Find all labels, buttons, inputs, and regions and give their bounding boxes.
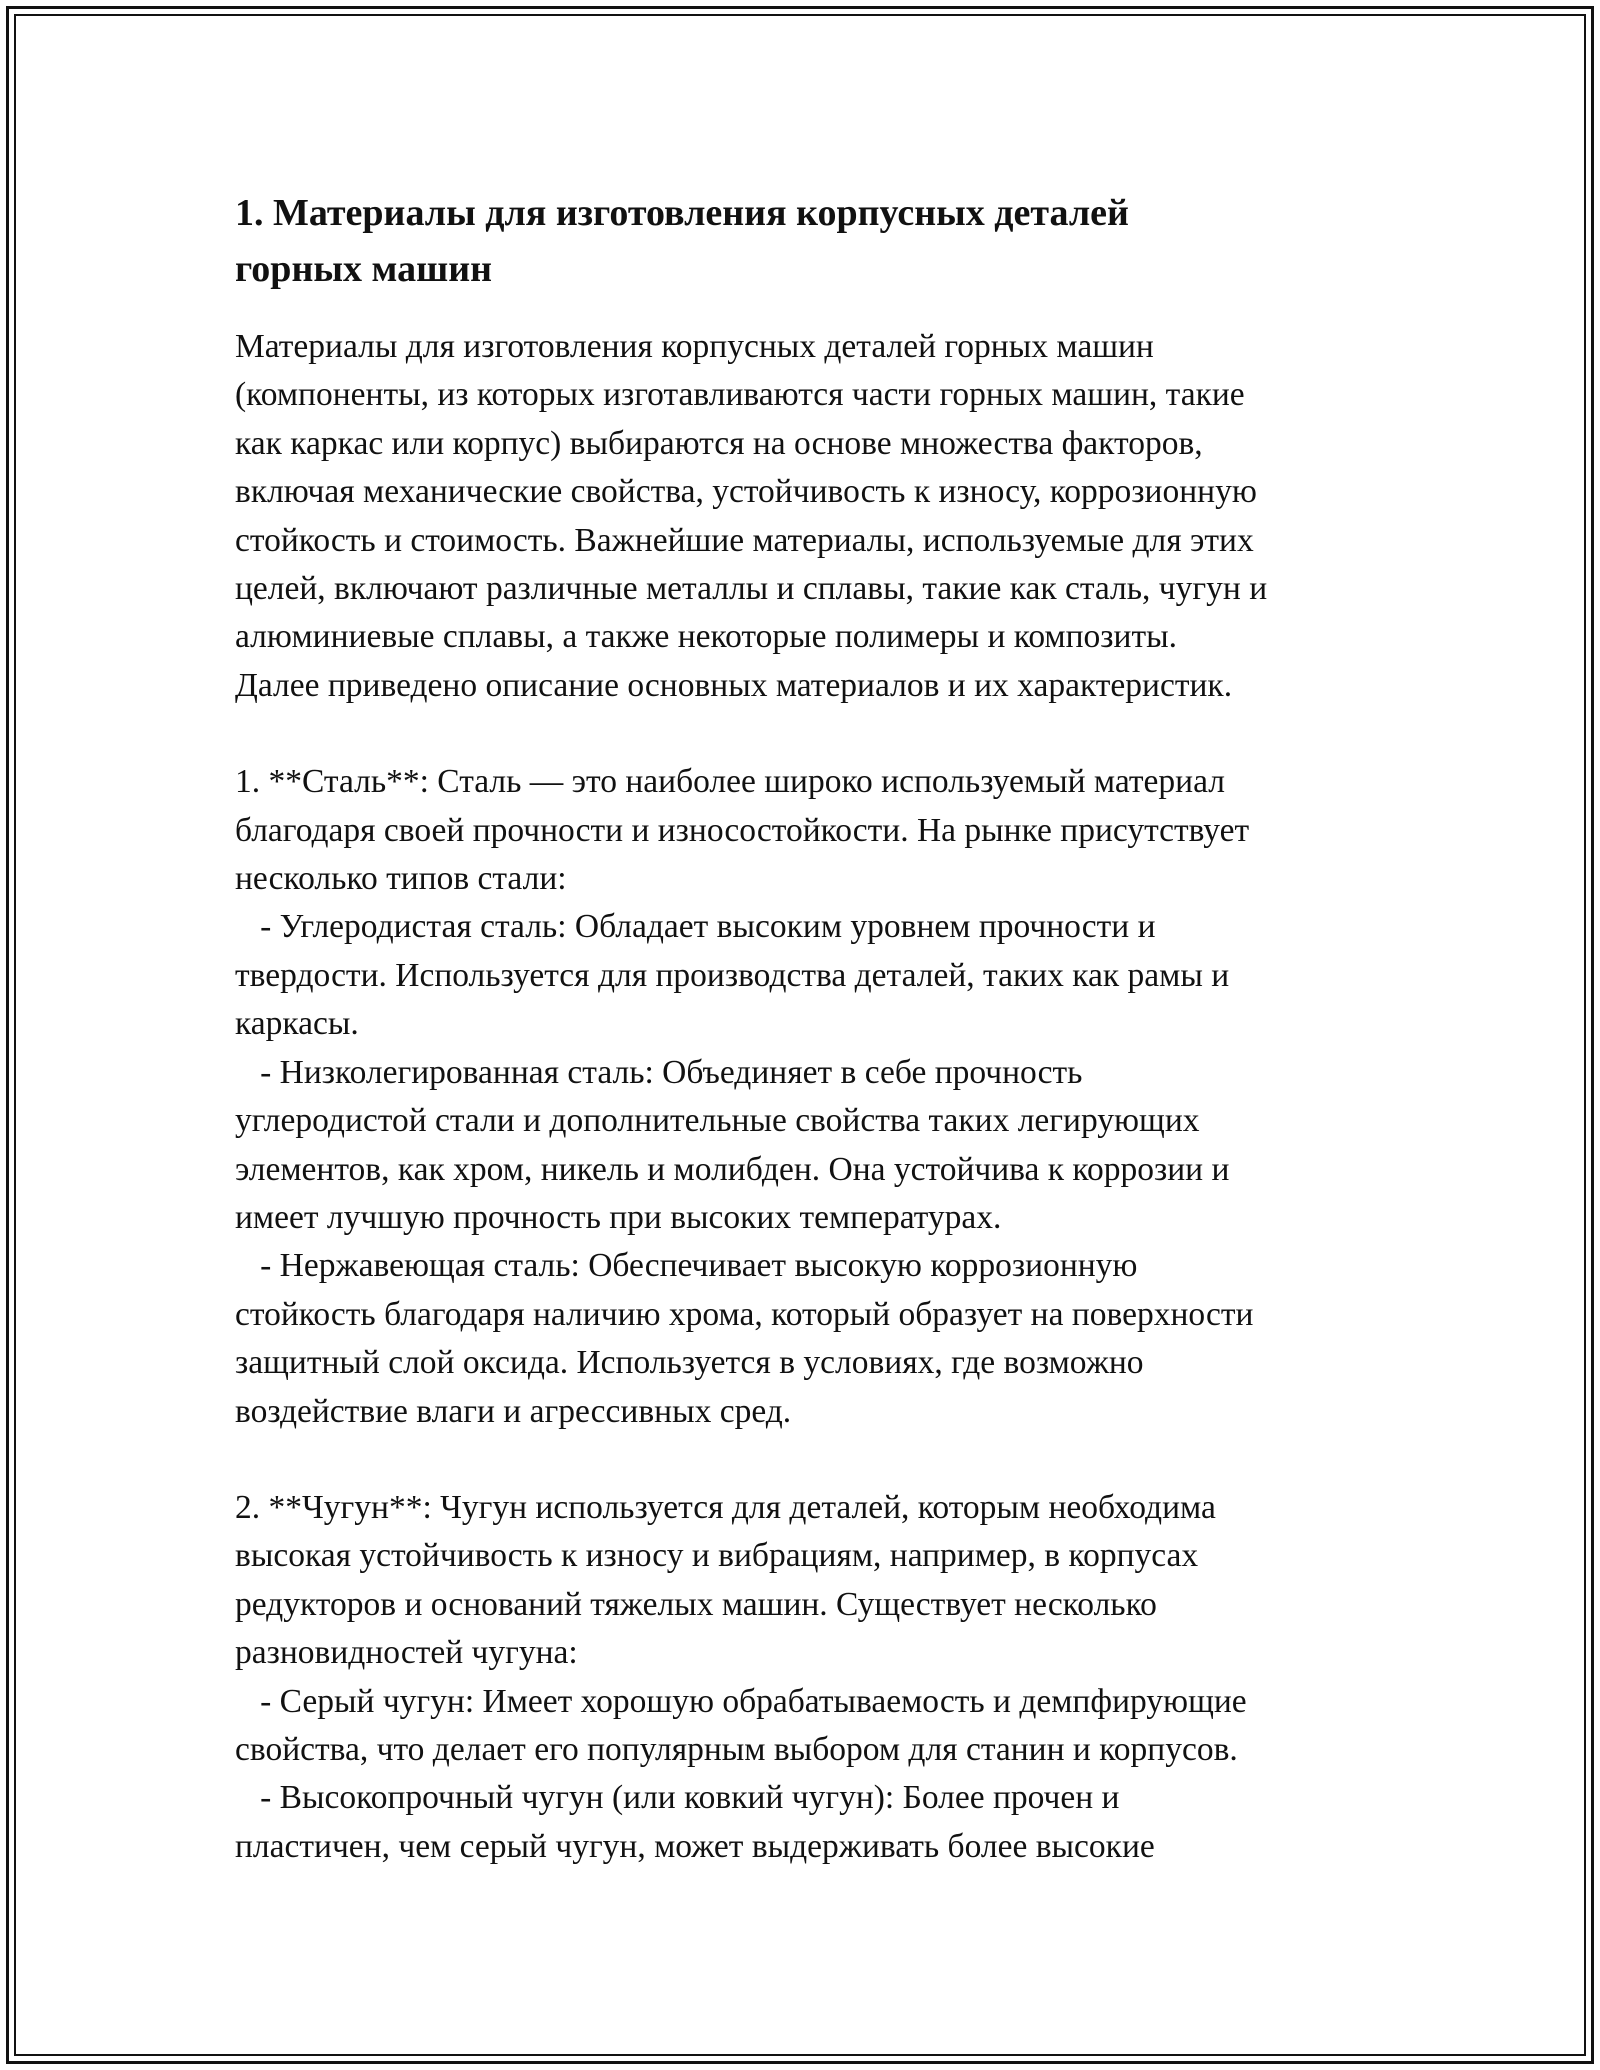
text-line: свойства, что делает его популярным выбором для станин и корпусов. bbox=[235, 1730, 1238, 1768]
text-line: Материалы для изготовления корпусных деталей горных машин bbox=[235, 328, 1154, 365]
text-line: стойкость благодаря наличию хрома, который образует на поверхности bbox=[235, 1295, 1254, 1333]
text-line: пластичен, чем серый чугун, может выдерживать более высокие bbox=[235, 1827, 1155, 1865]
text-line: имеет лучшую прочность при высоких температурах. bbox=[235, 1198, 1002, 1236]
heading-line-1: 1. Материалы для изготовления корпусных деталей bbox=[235, 192, 1129, 234]
text-line: алюминиевые сплавы, а также некоторые полимеры и композиты. bbox=[235, 618, 1177, 656]
text-line: как каркас или корпус) выбираются на основе множества факторов, bbox=[235, 424, 1203, 462]
text-line: - Нержавеющая сталь: Обеспечивает высокую коррозионную bbox=[235, 1247, 1138, 1285]
text-line: - Углеродистая сталь: Обладает высоким уровнем прочности и bbox=[235, 908, 1156, 946]
text-line: 2. **Чугун**: Чугун используется для деталей, которым необходима bbox=[235, 1488, 1216, 1526]
text-line: Далее приведено описание основных материалов и их характеристик. bbox=[235, 666, 1233, 704]
text-line: воздействие влаги и агрессивных сред. bbox=[235, 1392, 792, 1430]
intro-paragraph bbox=[235, 323, 1395, 710]
cast-iron-section bbox=[235, 1484, 1395, 1871]
text-line: стойкость и стоимость. Важнейшие материалы, используемые для этих bbox=[235, 521, 1254, 559]
text-line: - Высокопрочный чугун (или ковкий чугун): Более прочен и bbox=[235, 1779, 1120, 1817]
text-line: высокая устойчивость к износу и вибрациям, например, в корпусах bbox=[235, 1537, 1199, 1575]
steel-section bbox=[235, 758, 1395, 1436]
text-line: - Низколегированная сталь: Объединяет в себе прочность bbox=[235, 1053, 1083, 1091]
heading-line-2: горных машин bbox=[235, 248, 493, 290]
text-line: несколько типов стали: bbox=[235, 860, 567, 898]
text-line: - Серый чугун: Имеет хорошую обрабатываемость и демпфирующие bbox=[235, 1682, 1247, 1720]
text-line: благодаря своей прочности и износостойкости. На рынке присутствует bbox=[235, 811, 1250, 849]
text-line: каркасы. bbox=[235, 1005, 359, 1043]
document-body bbox=[235, 185, 1395, 1871]
text-line: элементов, как хром, никель и молибден. Она устойчива к коррозии и bbox=[235, 1150, 1230, 1188]
text-line: твердости. Используется для производства деталей, таких как рамы и bbox=[235, 956, 1230, 994]
section-heading bbox=[235, 185, 1395, 297]
text-line: включая механические свойства, устойчивость к износу, коррозионную bbox=[235, 473, 1257, 511]
text-line: защитный слой оксида. Используется в условиях, где возможно bbox=[235, 1344, 1144, 1382]
text-line: редукторов и оснований тяжелых машин. Существует несколько bbox=[235, 1585, 1157, 1623]
text-line: 1. **Сталь**: Сталь — это наиболее широко используемый материал bbox=[235, 763, 1225, 801]
text-line: углеродистой стали и дополнительные свойства таких легирующих bbox=[235, 1102, 1200, 1140]
text-line: разновидностей чугуна: bbox=[235, 1634, 578, 1672]
text-line: (компоненты, из которых изготавливаются части горных машин, такие bbox=[235, 376, 1245, 414]
text-line: целей, включают различные металлы и сплавы, такие как сталь, чугун и bbox=[235, 570, 1268, 608]
